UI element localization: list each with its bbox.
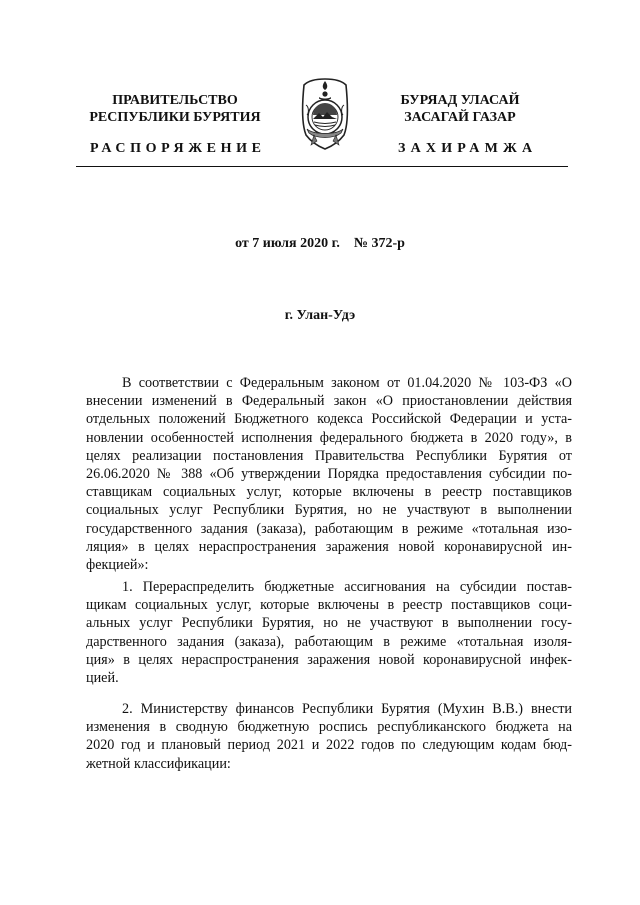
- text-line: жетной классификации:: [86, 755, 231, 772]
- text-line: ция» в целях нераспространения заражения новой коронавирусной инфек-: [86, 651, 572, 668]
- decree-title-russian: РАСПОРЯЖЕНИЕ: [90, 141, 266, 156]
- text-line: 1. Перераспределить бюджетные ассигнования на субсидии постав-: [122, 579, 572, 595]
- text-line: новлении особенностей исполнения федерального бюджета в 2020 году», в: [86, 429, 572, 446]
- text-line: отдельных положений Бюджетного кодекса Российской Федерации и уста-: [86, 411, 572, 428]
- header-right-title: [355, 92, 565, 126]
- header-right-line: ЗАСАГАЙ ГАЗАР: [404, 110, 516, 125]
- decree-title-buryat: ЗАХИРАМЖА: [398, 141, 538, 156]
- text-line: ставщикам социальных услуг, которые включены в реестр поставщиков: [86, 484, 572, 501]
- header-right-line: БУРЯАД УЛАСАЙ: [400, 93, 520, 108]
- coat-of-arms-of-buryatia-icon: [294, 75, 356, 151]
- text-line: дарственного задания (заказа), работающим в режиме «тотальная изоля-: [86, 633, 572, 650]
- text-line: фекцией»:: [86, 556, 149, 573]
- header-left-line: ПРАВИТЕЛЬСТВО: [112, 93, 238, 108]
- text-line: В соответствии с Федеральным законом от 01.04.2020 № 103-ФЗ «О: [122, 375, 572, 391]
- decree-date-and-number: от 7 июля 2020 г. № 372-р: [235, 236, 405, 251]
- decree-city: г. Улан-Удэ: [284, 308, 356, 323]
- text-line: внесении изменений в Федеральный закон «О приостановлении действия: [86, 393, 572, 410]
- header-divider: [76, 166, 568, 167]
- text-line: 26.06.2020 № 388 «Об утверждении Порядка предоставления субсидии по-: [86, 465, 572, 482]
- text-line: целях реализации постановления Правительства Республики Бурятия от: [86, 447, 572, 464]
- text-line: социальных услуг Республики Бурятия, но не участвуют в выполнении: [86, 502, 572, 519]
- text-line: ляция» в целях нераспространения заражения новой коронавирусной ин-: [86, 538, 572, 555]
- text-line: альных услуг Республики Бурятия, но не участвуют в выполнении госу-: [86, 615, 572, 632]
- text-line: щикам социальных услуг, которые включены в реестр поставщиков соци-: [86, 597, 572, 614]
- text-line: 2020 год и плановый период 2021 и 2022 годов по следующим кодам бюд-: [86, 737, 572, 754]
- text-line: изменения в сводную бюджетную роспись республиканского бюджета на: [86, 719, 572, 736]
- text-line: государственного задания (заказа), работающим в режиме «тотальная изо-: [86, 520, 572, 537]
- text-line: 2. Министерству финансов Республики Бурятия (Мухин В.В.) внести: [122, 701, 572, 717]
- paragraph-item-2: [86, 700, 572, 773]
- paragraph-preamble: [86, 374, 572, 574]
- paragraph-item-1: [86, 578, 572, 687]
- header-left-line: РЕСПУБЛИКИ БУРЯТИЯ: [89, 110, 261, 125]
- text-line: цией.: [86, 669, 119, 686]
- header-left-title: [70, 92, 280, 126]
